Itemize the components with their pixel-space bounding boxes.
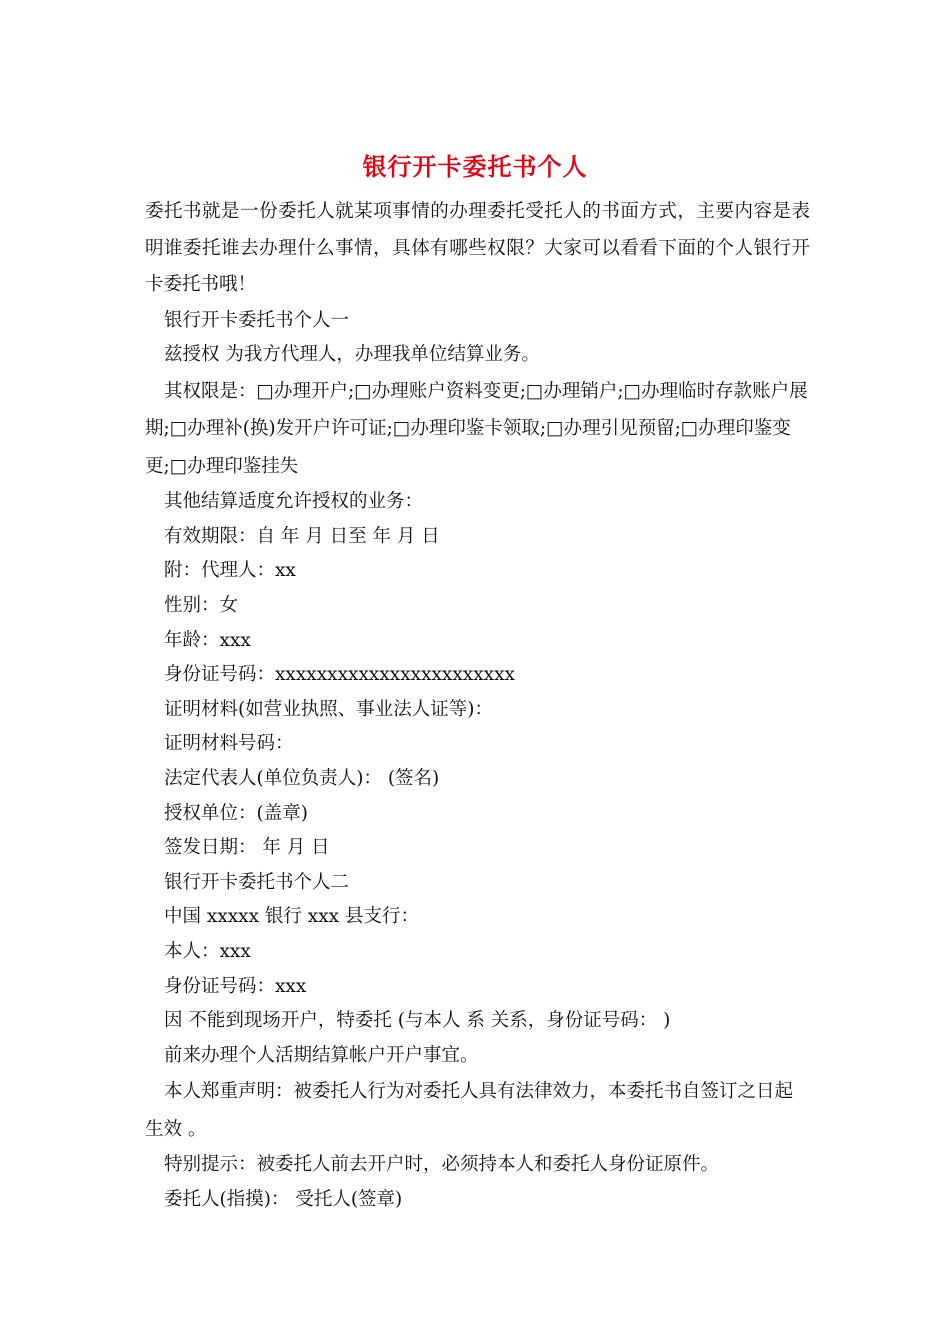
other-business-line: 其他结算适度允许授权的业务： — [164, 491, 424, 513]
authorization-line: 兹授权 为我方代理人，办理我单位结算业务。 — [164, 344, 540, 366]
issue-date-line: 签发日期： 年 月 日 — [164, 837, 330, 859]
document-title: 银行开卡委托书个人 — [362, 152, 588, 181]
age-line: 年龄：xxx — [164, 629, 251, 651]
purpose-line: 前来办理个人活期结算帐户开户事宜。 — [164, 1044, 479, 1066]
authorizing-unit-line: 授权单位：(盖章) — [164, 802, 308, 824]
section-heading-2: 银行开卡委托书个人二 — [164, 871, 350, 893]
declaration-paragraph: 本人郑重声明：被委托人行为对委托人具有法律效力，本委托书自签订之日起生效 。 — [145, 1081, 794, 1140]
id-number-line: 身份证号码：xxxxxxxxxxxxxxxxxxxxxxx — [164, 664, 515, 686]
principal-line: 本人：xxx — [164, 940, 251, 962]
permissions-paragraph: 其权限是：□办理开户;□办理账户资料变更;□办理销户;□办理临时存款账户展期;□办理补(换)发开户许可证;□办理印鉴卡领取;□办理引见预留;□办理印鉴变更;□办理印鉴挂失 — [145, 380, 808, 477]
intro-section — [145, 194, 810, 304]
intro-paragraph: 委托书就是一份委托人就某项事情的办理委托受托人的书面方式，主要内容是表明谁委托谁去办理什么事情，具体有哪些权限？大家可以看看下面的个人银行开卡委托书哦！ — [145, 201, 810, 295]
special-notice-line: 特别提示：被委托人前去开户时，必须持本人和委托人身份证原件。 — [164, 1154, 720, 1176]
proof-material-line: 证明材料(如营业执照、事业法人证等)： — [164, 698, 493, 720]
legal-representative-line: 法定代表人(单位负责人)： (签名) — [164, 767, 440, 789]
gender-line: 性别：女 — [164, 594, 239, 616]
principal-id-line: 身份证号码：xxx — [164, 975, 307, 997]
signature-line: 委托人(指摸)： 受托人(签章) — [164, 1188, 403, 1210]
bank-address-line: 中国 xxxxx 银行 xxx 县支行： — [164, 906, 419, 928]
validity-period-line: 有效期限：自 年 月 日至 年 月 日 — [164, 525, 440, 547]
section-heading-1: 银行开卡委托书个人一 — [164, 309, 350, 331]
agent-name-line: 附：代理人：xx — [164, 560, 296, 582]
delegation-reason-line: 因 不能到现场开户，特委托 (与本人 系 关系，身份证号码： ) — [164, 1010, 671, 1032]
document-body — [145, 194, 810, 1217]
proof-number-line: 证明材料号码： — [164, 733, 294, 755]
